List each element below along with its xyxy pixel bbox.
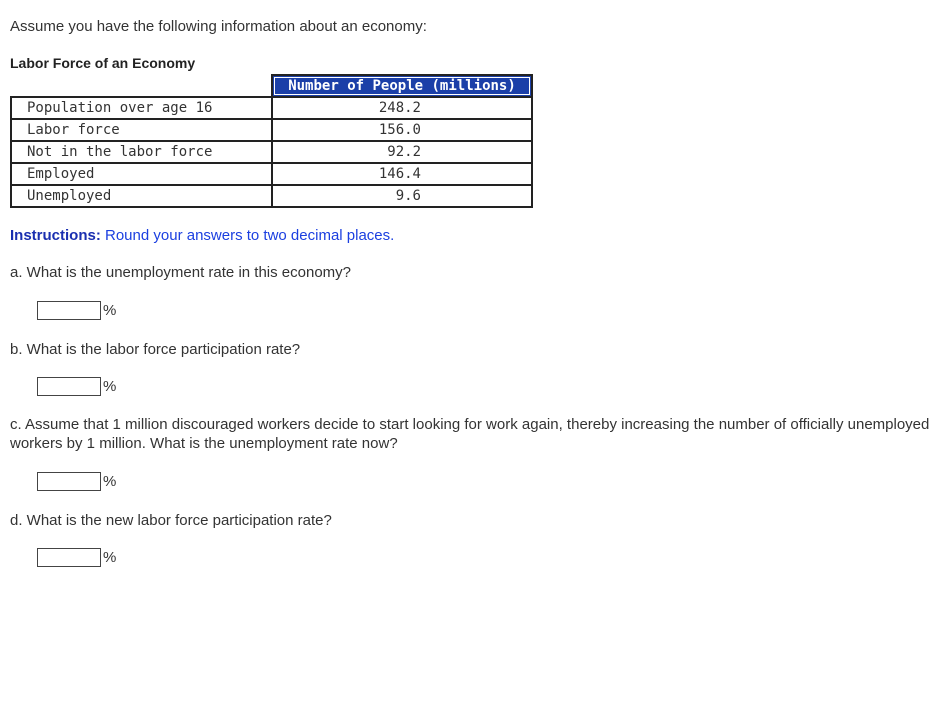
question-a: a. What is the unemployment rate in this economy? [10,264,352,281]
table-header-number-of-people: Number of People (millions) [272,75,532,97]
answer-a-input[interactable] [37,301,101,320]
row-value: 156.0 [272,119,532,141]
row-label: Labor force [11,119,272,141]
row-value: 146.4 [272,163,532,185]
row-label: Employed [11,163,272,185]
row-value: 92.2 [272,141,532,163]
row-label: Population over age 16 [11,97,272,119]
instructions [10,227,394,244]
instructions-label: Instructions: [10,227,101,244]
row-label: Unemployed [11,185,272,207]
row-value: 248.2 [272,97,532,119]
answer-d-input[interactable] [37,548,101,567]
table-row [11,163,532,185]
answer-a-unit: % [103,302,117,319]
answer-c-input[interactable] [37,472,101,491]
answer-c [37,472,116,491]
answer-b-unit: % [103,378,117,395]
answer-a [37,301,116,320]
labor-force-table [10,74,533,208]
answer-c-unit: % [103,473,117,490]
question-d: d. What is the new labor force participation rate? [10,512,332,529]
answer-b-input[interactable] [37,377,101,396]
answer-d [37,548,116,567]
answer-b [37,377,116,396]
instructions-text: Round your answers to two decimal places. [100,227,395,244]
question-c: c. Assume that 1 million discouraged workers decide to start looking for work again, thereby increasing the number of officially unemployed workers by 1 million. What is the unemployment rate now? [10,416,930,452]
question-b: b. What is the labor force participation rate? [10,341,301,358]
table-row [11,141,532,163]
table-header-row [11,75,532,97]
table-row [11,97,532,119]
intro-text: Assume you have the following information about an economy: [10,18,427,35]
table-title: Labor Force of an Economy [10,55,196,71]
row-label: Not in the labor force [11,141,272,163]
table-row [11,119,532,141]
table-row [11,185,532,207]
answer-d-unit: % [103,549,117,566]
row-value: 9.6 [272,185,532,207]
table-header-blank [11,75,272,97]
